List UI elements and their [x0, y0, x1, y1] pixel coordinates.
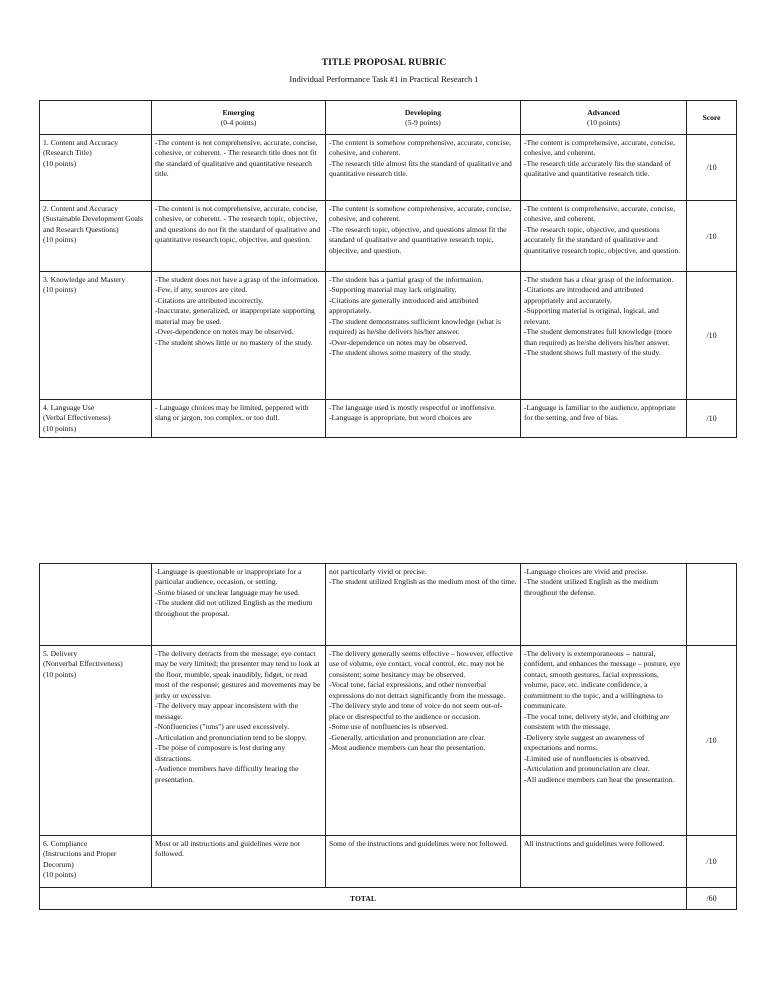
developing-cell: [326, 564, 521, 646]
developing-text: -Supporting material may lack originality.: [329, 285, 457, 295]
score-cell: /10: [687, 135, 737, 201]
emerging-text: -The poise of composure is lost during any distractions.: [155, 743, 286, 763]
developing-text: -The student demonstrates sufficient knowledge (what is required) as he/she delivers his/her answer.: [329, 316, 501, 337]
score-cell: /10: [687, 400, 737, 438]
advanced-cell: [521, 836, 687, 888]
advanced-text: -The student shows full mastery of the study.: [524, 348, 661, 358]
developing-cell: [326, 836, 521, 888]
criterion-text: 3. Knowledge and Mastery: [43, 275, 126, 284]
emerging-cell: [152, 400, 326, 438]
emerging-text: -Articulation and pronunciation tend to be sloppy.: [155, 732, 307, 742]
rubric-table-page-1: [39, 100, 737, 438]
advanced-text: All instructions and guidelines were followed.: [524, 839, 665, 848]
developing-text: -Generally, articulation and pronunciation are clear.: [329, 732, 486, 742]
emerging-text: -The content is not comprehensive, accurate, concise, cohesive, or coherent. - The research topic, objective, and questions do not fit the standard of qualitative and quantitative research topic, objective, and question.: [155, 204, 321, 245]
total-label: TOTAL: [40, 888, 687, 910]
advanced-cell: [521, 272, 687, 400]
emerging-text: -The delivery may appear inconsistent with the message.: [155, 701, 298, 721]
advanced-points: (10 points): [586, 118, 621, 127]
advanced-text: -The research topic, objective, and questions accurately fit the standard of qualitative and quantitative research topic, objective, and question.: [524, 224, 681, 255]
advanced-text: -The research title accurately fits the standard of qualitative and quantitative research title.: [524, 158, 671, 179]
advanced-text: -The delivery is extemporaneous -- natural, confident, and enhances the message – posture, eye contact, smooth gestures, facial expressions, volume, pace, etc. indicate confidence, a commitment to the topic, and a willingness to communicate.: [524, 649, 681, 711]
criterion-cell: [40, 135, 152, 201]
developing-text: -The delivery generally seems effective – however, effective use of volume, eye contact, vocal control, etc. may not be consistent; some hesitancy may be observed.: [329, 649, 513, 679]
advanced-text: -The student utilized English as the medium throughout the defense.: [524, 577, 659, 597]
criterion-text: (10 points): [43, 235, 77, 245]
developing-text: -The student shows some mastery of the study.: [329, 348, 472, 358]
advanced-text: -All audience members can hear the presentation.: [524, 774, 675, 784]
developing-text: -The content is somehow comprehensive, accurate, concise, cohesive, and coherent.: [329, 138, 511, 158]
criterion-text: (Verbal Effectiveness): [43, 413, 111, 423]
developing-text: -The student has a partial grasp of the information.: [329, 275, 484, 284]
developing-header: [326, 101, 521, 135]
advanced-text: -The content is comprehensive, accurate, concise, cohesive, and coherent.: [524, 204, 675, 224]
emerging-cell: [152, 646, 326, 836]
criterion-text: (10 points): [43, 669, 77, 679]
score-cell: /10: [687, 836, 737, 888]
criterion-text: (Nonverbal Effectiveness): [43, 659, 123, 669]
criterion-cell: [40, 272, 152, 400]
emerging-text: -Audience members have difficulty hearing the presentation.: [155, 764, 299, 784]
score-cell: /10: [687, 646, 737, 836]
score-cell: /10: [687, 201, 737, 272]
advanced-text: -The vocal tone, delivery style, and clothing are consistent with the message.: [524, 711, 670, 732]
developing-text: -The delivery style and tone of voice do not seem out-of-place or disrespectful to the audience or occasion.: [329, 701, 503, 721]
emerging-text: -Over-dependence on notes may be observed.: [155, 327, 294, 337]
advanced-text: -The student demonstrates full knowledge (more than required) as he/she delivers his/her answer.: [524, 327, 672, 347]
criterion-text: 2. Content and Accuracy: [43, 204, 119, 213]
table-row: [40, 272, 737, 400]
criterion-text: (10 points): [43, 423, 77, 433]
advanced-text: -Articulation and pronunciation are clear.: [524, 764, 650, 774]
emerging-cell: [152, 272, 326, 400]
developing-text: -Citations are generally introduced and attributed appropriately.: [329, 295, 479, 316]
criterion-cell: [40, 400, 152, 438]
advanced-text: -Language choices are vivid and precise.: [524, 567, 648, 576]
developing-text: -The content is somehow comprehensive, accurate, concise, cohesive, and coherent.: [329, 204, 511, 224]
developing-text: -Vocal tone, facial expressions, and other nonverbal expressions do not detract significantly from the message.: [329, 680, 506, 700]
developing-text: -Some use of nonfluencies is observed.: [329, 722, 448, 732]
emerging-text: -Few, if any, sources are cited.: [155, 285, 248, 295]
total-row: [40, 888, 737, 910]
criterion-text: 6. Compliance: [43, 839, 88, 848]
developing-points: (5-9 points): [405, 118, 441, 127]
criterion-text: 5. Delivery: [43, 649, 78, 658]
advanced-text: -Language is familiar to the audience, appropriate for the setting, and free of bias.: [524, 403, 676, 423]
developing-cell: [326, 201, 521, 272]
header-row: [40, 101, 737, 135]
table-row: [40, 564, 737, 646]
emerging-text: -Citations are attributed incorrectly.: [155, 295, 264, 305]
emerging-text: Most or all instructions and guidelines were not followed.: [155, 839, 300, 859]
advanced-text: -Supporting material is original, logical, and relevant.: [524, 306, 659, 326]
emerging-text: - Language choices may be limited, peppered with slang or jargon, too complex, or too dull.: [155, 403, 309, 423]
criterion-cell: [40, 836, 152, 888]
advanced-text: -Delivery style suggest an awareness of expectations and norms.: [524, 732, 645, 753]
table-row: [40, 400, 737, 438]
advanced-cell: [521, 135, 687, 201]
emerging-points: (0-4 points): [220, 118, 257, 127]
rubric-table-page-2: [39, 563, 737, 910]
emerging-text: -Some biased or unclear language may be used.: [155, 587, 300, 597]
total-score: /60: [687, 888, 737, 910]
developing-text: not particularly vivid or precise.: [329, 567, 427, 576]
advanced-header: [521, 101, 687, 135]
score-cell: /10: [687, 272, 737, 400]
emerging-label: Emerging: [222, 107, 255, 117]
criterion-cell: [40, 201, 152, 272]
developing-cell: [326, 400, 521, 438]
emerging-cell: [152, 836, 326, 888]
developing-text: -Over-dependence on notes may be observed.: [329, 337, 468, 347]
criterion-cell: [40, 564, 152, 646]
advanced-cell: [521, 564, 687, 646]
developing-text: -The language used is mostly respectful or inoffensive.: [329, 403, 496, 412]
emerging-text: -The student does not have a grasp of the information.: [155, 275, 320, 284]
criterion-text: (Sustainable Development Goals and Research Questions): [43, 214, 143, 234]
table-row: [40, 201, 737, 272]
criterion-cell: [40, 646, 152, 836]
page-title: TITLE PROPOSAL RUBRIC: [321, 58, 447, 68]
criterion-header: [40, 101, 152, 135]
score-label: Score: [702, 112, 721, 122]
developing-text: -The research title almost fits the standard of qualitative and quantitative research title.: [329, 158, 512, 179]
criterion-text: (10 points): [43, 158, 77, 168]
advanced-cell: [521, 646, 687, 836]
advanced-text: -Limited use of nonfluencies is observed.: [524, 753, 650, 763]
criterion-text: (Research Title): [43, 148, 92, 158]
developing-text: Some of the instructions and guidelines were not followed.: [329, 839, 509, 848]
developing-cell: [326, 272, 521, 400]
developing-cell: [326, 646, 521, 836]
advanced-text: -The student has a clear grasp of the information.: [524, 275, 674, 284]
advanced-cell: [521, 400, 687, 438]
page-subtitle: Individual Performance Task #1 in Practical Research 1: [289, 74, 479, 84]
emerging-cell: [152, 201, 326, 272]
emerging-text: -Inaccurate, generalized, or inappropriate supporting material may be used.: [155, 306, 315, 326]
table-row: [40, 135, 737, 201]
advanced-text: -The content is comprehensive, accurate, concise, cohesive, and coherent.: [524, 138, 675, 158]
emerging-cell: [152, 135, 326, 201]
criterion-text: 4. Language Use: [43, 403, 95, 412]
criterion-text: (10 points): [43, 285, 77, 295]
criterion-text: (Instructions and Proper Decorum): [43, 849, 117, 869]
developing-text: -Most audience members can hear the presentation.: [329, 743, 486, 753]
emerging-text: -Language is questionable or inappropriate for a particular audience, occasion, or setting.: [155, 567, 302, 587]
score-header: [687, 101, 737, 135]
emerging-text: -The delivery detracts from the message; eye contact may be very limited; the presenter may tend to look at the floor, mumble, speak inaudibly, fidget, or read most of the response; gestures and movements may be jerky or excessive.: [155, 649, 321, 700]
developing-label: Developing: [404, 107, 442, 117]
emerging-header: [152, 101, 326, 135]
emerging-text: -Nonfluencies ("ums") are used excessively.: [155, 722, 290, 732]
advanced-text: -Citations are introduced and attributed appropriately and accurately.: [524, 285, 644, 305]
emerging-text: -The student shows little or no mastery of the study.: [155, 337, 313, 347]
developing-text: -Language is appropriate, but word choices are: [329, 413, 472, 423]
emerging-text: -The content is not comprehensive, accurate, concise, cohesive, or coherent. - The research title does not fit the standard of qualitative and quantitative research title.: [155, 138, 318, 179]
developing-text: -The student utilized English as the medium most of the time.: [329, 577, 517, 587]
emerging-text: -The student did not utilized English as the medium throughout the proposal.: [155, 598, 313, 618]
table-row: [40, 646, 737, 836]
advanced-cell: [521, 201, 687, 272]
emerging-cell: [152, 564, 326, 646]
criterion-text: (10 points): [43, 870, 77, 880]
developing-text: -The research topic, objective, and questions almost fit the standard of qualitative and quantitative research topic, objective, and question.: [329, 224, 507, 255]
criterion-text: 1. Content and Accuracy: [43, 138, 119, 147]
score-cell: [687, 564, 737, 646]
developing-cell: [326, 135, 521, 201]
advanced-label: Advanced: [587, 107, 620, 117]
table-row: [40, 836, 737, 888]
